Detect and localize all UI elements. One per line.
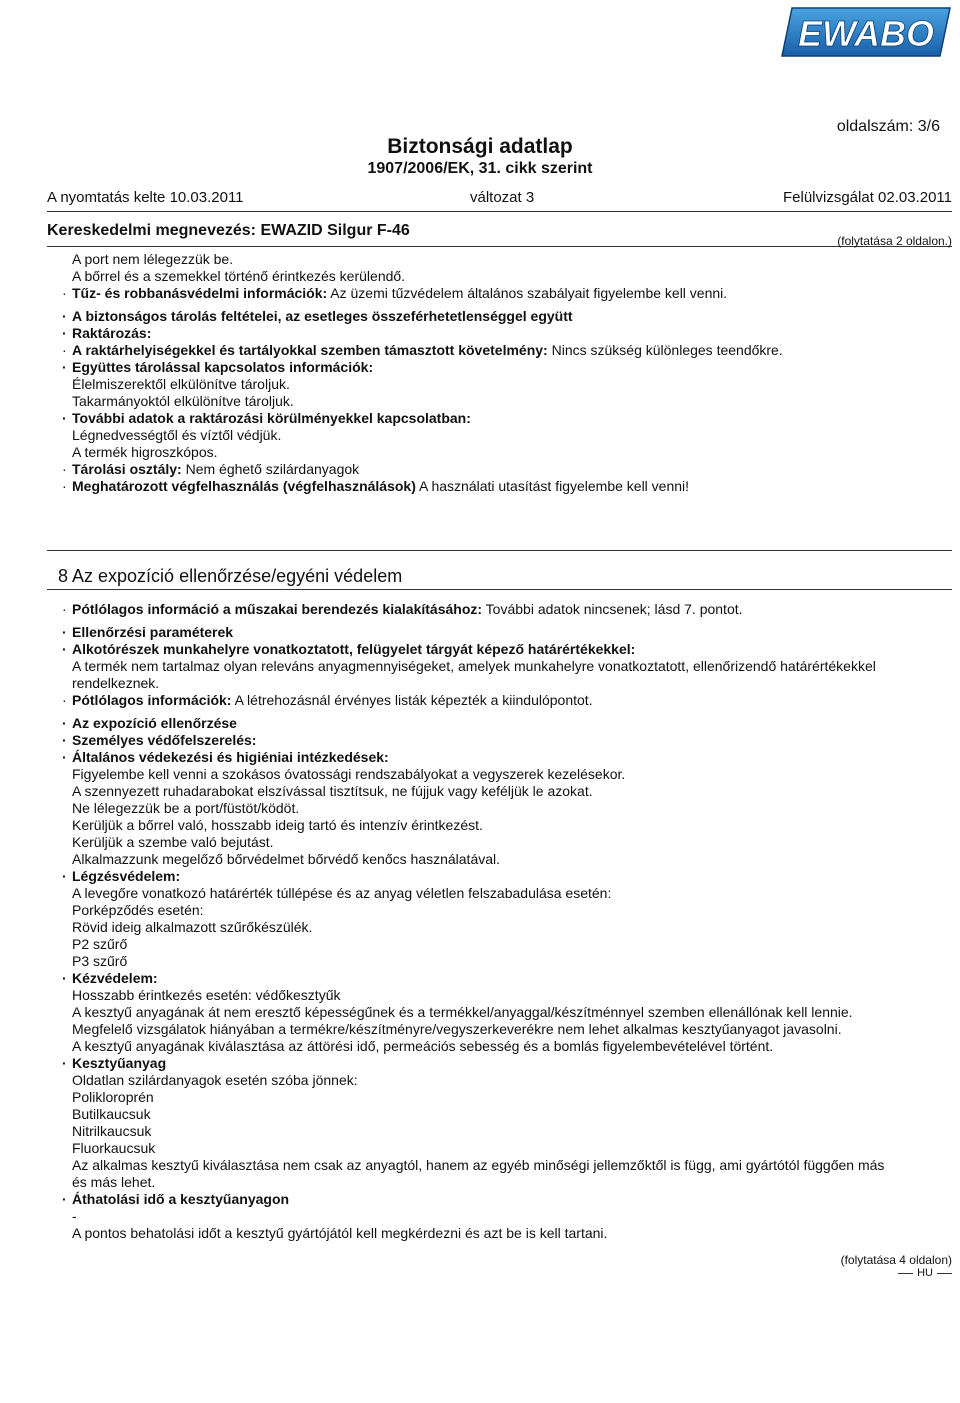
text-line: Kerüljük a szembe való bejutást. bbox=[72, 834, 274, 850]
text-line: Az alkalmas kesztyű kiválasztása nem csak az anyagtól, hanem az egyéb minőségi jellemzőktől is függ, ami gyártótól függően más bbox=[72, 1157, 885, 1173]
text-line: Oldatlan szilárdanyagok esetén szóba jönnek: bbox=[72, 1072, 358, 1088]
text-line: Butilkaucsuk bbox=[72, 1106, 151, 1122]
trade-divider bbox=[47, 246, 952, 247]
glove-material-label: · Kesztyűanyag bbox=[62, 1055, 957, 1072]
further-label: · További adatok a raktározási körülményekkel kapcsolatban: bbox=[62, 410, 957, 427]
ppe-label: · Személyes védőfelszerelés: bbox=[62, 732, 957, 749]
section7-continued bbox=[62, 251, 957, 495]
text-line: A termék nem tartalmaz olyan releváns anyagmennyiségeket, amelyek munkahelyre vonatkoztatott, ellenőrizendő határértékekkel bbox=[72, 658, 876, 674]
text-line: A bőrrel és a szemekkel történő érintkezés kerülendő. bbox=[72, 268, 406, 284]
text-line: és más lehet. bbox=[72, 1174, 156, 1190]
storage-requirement: · A raktárhelyiségekkel és tartályokkal szemben támasztott követelmény: Nincs szükség különleges teendőkre. bbox=[62, 342, 957, 359]
text-line: Élelmiszerektől elkülönítve tároljuk. bbox=[72, 376, 290, 392]
revision-date: Felülvizsgálat 02.03.2011 bbox=[783, 189, 952, 206]
storage-heading: · A biztonságos tárolás feltételei, az esetleges összeférhetetlenséggel együtt bbox=[62, 308, 957, 325]
ewabo-logo bbox=[778, 4, 954, 60]
text-line: A port nem lélegezzük be. bbox=[72, 251, 234, 267]
text-line: - bbox=[72, 1208, 77, 1224]
header-divider bbox=[47, 211, 952, 212]
text-line: P3 szűrő bbox=[72, 953, 128, 969]
exposure-control: · Az expozíció ellenőrzése bbox=[62, 715, 957, 732]
text-line: Megfelelő vizsgálatok hiányában a termékre/készítményre/vegyszerkeverékre nem lehet alkalmas kesztyűanyagot javasolni. bbox=[72, 1021, 842, 1037]
text-line: A kesztyű anyagának át nem eresztő képességűnek és a termékkel/anyaggal/készítménnyel szemben ellenállónak kell lennie. bbox=[72, 1004, 853, 1020]
text-line: Polikloroprén bbox=[72, 1089, 154, 1105]
hygiene-label: · Általános védekezési és higiéniai intézkedések: bbox=[62, 749, 957, 766]
text-line: A termék higroszkópos. bbox=[72, 444, 218, 460]
fire-info: · Tűz- és robbanásvédelmi információk: Az üzemi tűzvédelem általános szabályait figyelembe kell venni. bbox=[62, 285, 957, 302]
document-header bbox=[0, 135, 960, 178]
language-code: HU bbox=[917, 1267, 933, 1279]
meta-row bbox=[47, 189, 952, 207]
text-line: A levegőre vonatkozó határérték túllépése és az anyag véletlen felszabadulása esetén: bbox=[72, 885, 612, 901]
continued-to: (folytatása 4 oldalon) bbox=[840, 1253, 952, 1267]
text-line: Alkalmazzunk megelőző bőrvédelmet bőrvédő kenőcs használatával. bbox=[72, 851, 501, 867]
text-line: P2 szűrő bbox=[72, 936, 128, 952]
storage-label: · Raktározás: bbox=[62, 325, 957, 342]
document-subtitle: 1907/2006/EK, 31. cikk szerint bbox=[367, 160, 593, 177]
text-line: A szennyezett ruhadarabokat elszívással tisztítsuk, ne fújjuk vagy keféljük le azokat. bbox=[72, 783, 593, 799]
print-date: A nyomtatás kelte 10.03.2011 bbox=[47, 189, 244, 206]
respiratory-label: · Légzésvédelem: bbox=[62, 868, 957, 885]
document-title: Biztonsági adatlap bbox=[387, 135, 573, 158]
section8-underline bbox=[47, 589, 952, 590]
text-line: A kesztyű anyagának kiválasztása az áttörési idő, permeációs sebesség és a bomlás figyelembevételével történt. bbox=[72, 1038, 774, 1054]
text-line: Légnedvességtől és víztől védjük. bbox=[72, 427, 282, 443]
extra-info: · Pótlólagos információk: A létrehozásnál érvényes listák képezték a kiindulópontot. bbox=[62, 692, 957, 709]
svg-text:EWABO: EWABO bbox=[797, 13, 935, 54]
together-label: · Együttes tárolással kapcsolatos információk: bbox=[62, 359, 957, 376]
section8-heading: 8 Az expozíció ellenőrzése/egyéni védelem bbox=[58, 566, 403, 586]
page-number: oldalszám: 3/6 bbox=[836, 118, 940, 135]
end-use: · Meghatározott végfelhasználás (végfelhasználások) A használati utasítást figyelembe kell venni! bbox=[62, 478, 957, 495]
text-line: Rövid ideig alkalmazott szűrőkészülék. bbox=[72, 919, 313, 935]
trade-name-value: EWAZID Silgur F-46 bbox=[260, 222, 410, 239]
text-line: A pontos behatolási időt a kesztyű gyártójától kell megkérdezni és azt be is kell tartani. bbox=[72, 1225, 608, 1241]
trade-name bbox=[47, 222, 410, 240]
text-line: Ne lélegezzük be a port/füstöt/ködöt. bbox=[72, 800, 300, 816]
text-line: Nitrilkaucsuk bbox=[72, 1123, 152, 1139]
text-line: Hosszabb érintkezés esetén: védőkesztyűk bbox=[72, 987, 341, 1003]
text-line: Porképződés esetén: bbox=[72, 902, 204, 918]
text-line: Figyelembe kell venni a szokásos óvatossági rendszabályokat a vegyszerek kezelésekor. bbox=[72, 766, 626, 782]
version: változat 3 bbox=[470, 189, 535, 206]
hand-label: · Kézvédelem: bbox=[62, 970, 957, 987]
section8-body bbox=[62, 601, 957, 1242]
continued-from: (folytatása 2 oldalon.) bbox=[837, 234, 952, 248]
text-line: Fluorkaucsuk bbox=[72, 1140, 156, 1156]
text-line: Kerüljük a bőrrel való, hosszabb ideig tartó és intenzív érintkezést. bbox=[72, 817, 483, 833]
penetration-label: · Áthatolási idő a kesztyűanyagon bbox=[62, 1191, 957, 1208]
text-line: Takarmányoktól elkülönítve tároljuk. bbox=[72, 393, 294, 409]
storage-class: · Tárolási osztály: Nem éghető szilárdanyagok bbox=[62, 461, 957, 478]
trade-name-label: Kereskedelmi megnevezés: bbox=[47, 222, 256, 239]
control-parameters: · Ellenőrzési paraméterek bbox=[62, 624, 957, 641]
text-line: rendelkeznek. bbox=[72, 675, 160, 691]
engineering-info: · Pótlólagos információ a műszakai berendezés kialakításához: További adatok nincsenek; lásd 7. pontot. bbox=[62, 601, 957, 618]
section-divider bbox=[47, 550, 952, 551]
language-marker bbox=[898, 1267, 952, 1279]
components-label: · Alkotórészek munkahelyre vonatkoztatott, felügyelet tárgyát képező határértékekkel: bbox=[62, 641, 957, 658]
